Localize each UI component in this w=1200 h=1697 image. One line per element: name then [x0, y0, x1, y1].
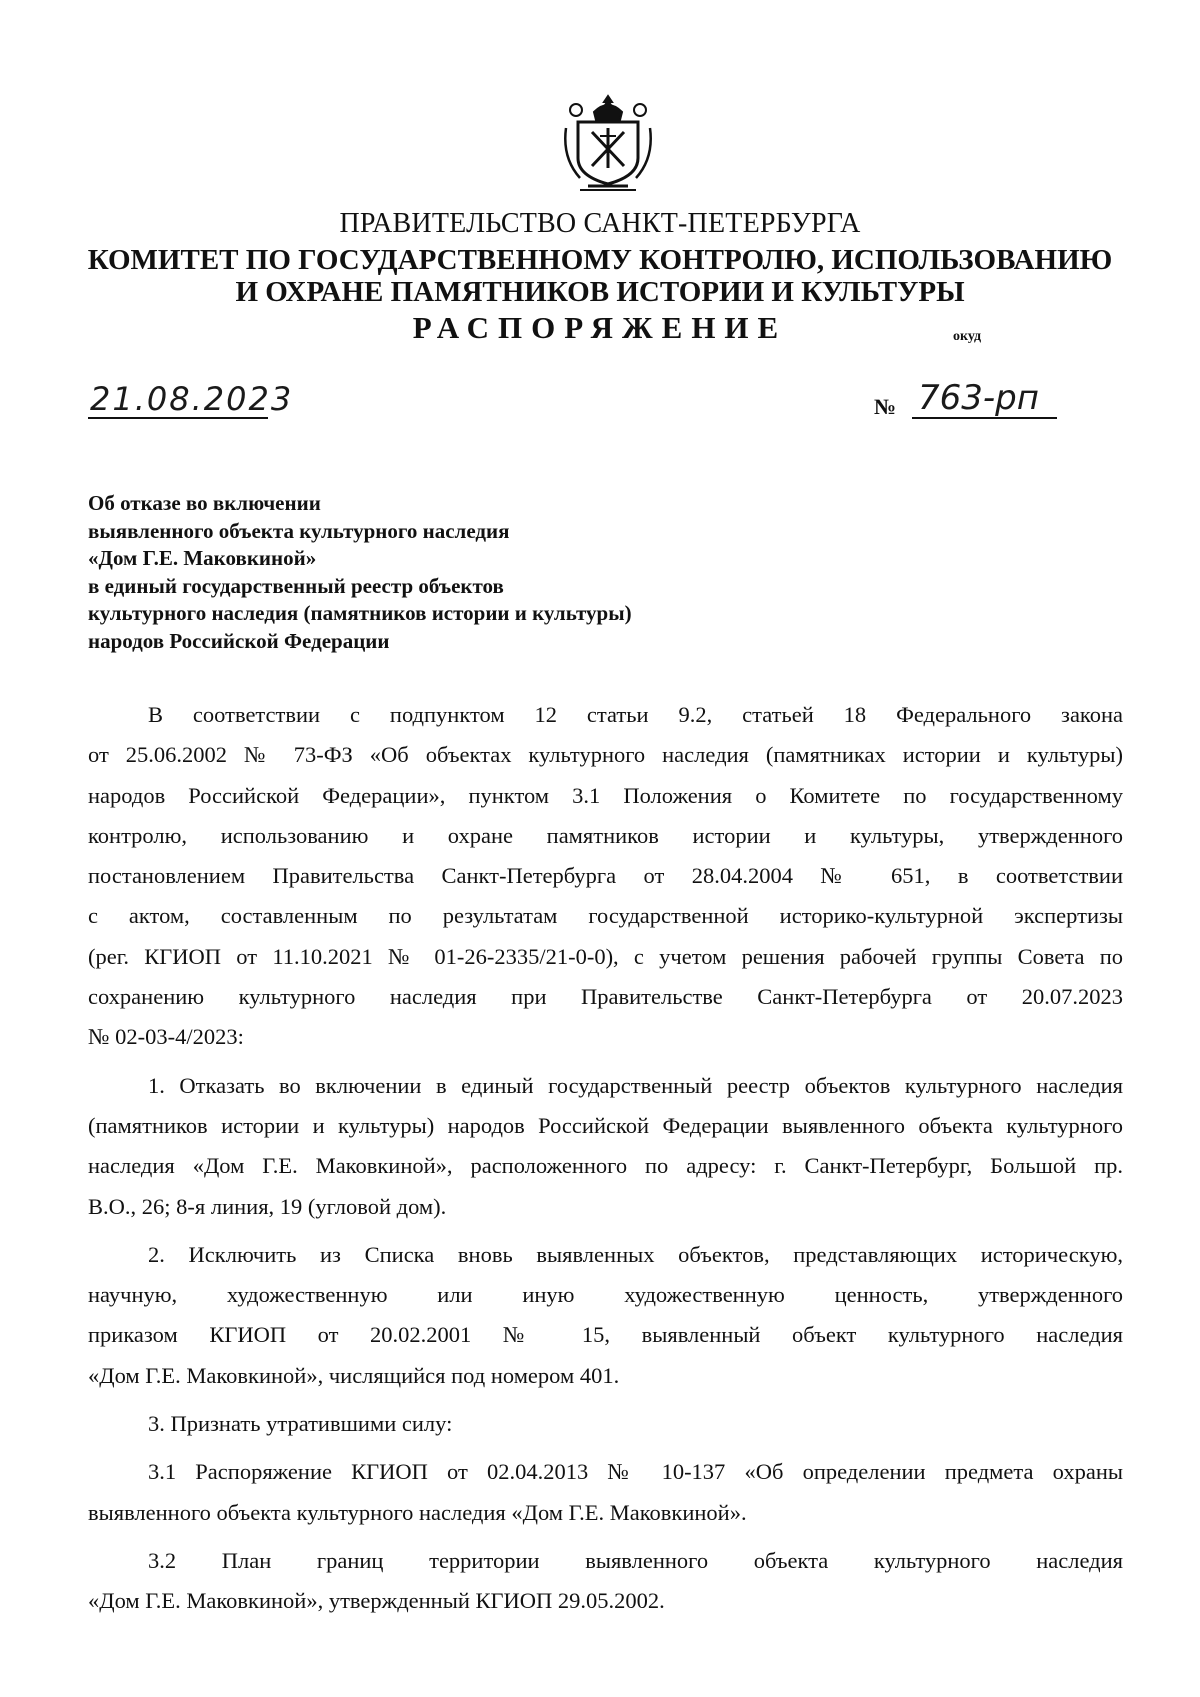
text-line: наследия «Дом Г.Е. Маковкиной», расположенного по адресу: г. Санкт-Петербург, Большой пр.	[88, 1153, 1123, 1179]
text-line: 2. Исключить из Списка вновь выявленных объектов, представляющих историческую,	[148, 1241, 1123, 1267]
text-line: 1. Отказать во включении в единый государственный реестр объектов культурного наследия	[148, 1072, 1123, 1098]
text-line: «Дом Г.Е. Маковкиной», утвержденный КГИОП 29.05.2002.	[88, 1588, 665, 1614]
preamble-paragraph	[88, 695, 1123, 1058]
number-underline	[912, 417, 1057, 419]
text-line: В.О., 26; 8-я линия, 19 (угловой дом).	[88, 1193, 447, 1219]
handwritten-date: 21.08.2023	[90, 380, 294, 418]
text-line: приказом КГИОП от 20.02.2001 № 15, выявленный объект культурного наследия	[88, 1322, 1123, 1348]
text-line: (рег. КГИОП от 11.10.2021 № 01-26-2335/21-0-0), с учетом решения рабочей группы Совета по	[88, 943, 1123, 969]
date-underline	[88, 417, 268, 419]
text-line: В соответствии с подпунктом 12 статьи 9.2, статьей 18 Федерального закона	[148, 702, 1123, 727]
text-line: 3.1 Распоряжение КГИОП от 02.04.2013 № 10-137 «Об определении предмета охраны	[148, 1459, 1123, 1485]
subject-heading	[88, 490, 808, 655]
text-line: от 25.06.2002 № 73-ФЗ «Об объектах культурного наследия (памятниках истории и культуры)	[88, 742, 1123, 768]
committee-name-line: И ОХРАНЕ ПАМЯТНИКОВ ИСТОРИИ И КУЛЬТУРЫ	[235, 276, 965, 308]
text-line: контролю, использованию и охране памятников истории и культуры, утвержденного	[88, 822, 1123, 848]
text-line: выявленного объекта культурного наследия «Дом Г.Е. Маковкиной».	[88, 1499, 747, 1525]
item-1-paragraph	[88, 1066, 1123, 1227]
government-name: ПРАВИТЕЛЬСТВО САНКТ-ПЕТЕРБУРГА	[339, 208, 861, 239]
subject-line: Об отказе во включении	[88, 491, 321, 515]
text-line: народов Российской Федерации», пунктом 3.1 Положения о Комитете по государственному	[88, 782, 1123, 808]
text-line: постановлением Правительства Санкт-Петербурга от 28.04.2004 № 651, в соответствии	[88, 863, 1123, 889]
committee-name	[0, 244, 1200, 308]
text-line: 3.2 План границ территории выявленного объекта культурного наследия	[148, 1547, 1123, 1573]
text-line: с актом, составленным по результатам государственной историко-культурной экспертизы	[88, 903, 1123, 929]
text-line: (памятников истории и культуры) народов Российской Федерации выявленного объекта культурного	[88, 1112, 1123, 1138]
handwritten-number: 763-рп	[918, 378, 1039, 418]
subject-line: выявленного объекта культурного наследия	[88, 518, 510, 543]
text-line: сохранению культурного наследия при Правительстве Санкт-Петербурга от 20.07.2023	[88, 984, 1123, 1010]
item-3-2-paragraph	[88, 1541, 1123, 1622]
subject-line: культурного наследия (памятников истории и культуры)	[88, 601, 632, 625]
committee-name-line: КОМИТЕТ ПО ГОСУДАРСТВЕННОМУ КОНТРОЛЮ, ИСПОЛЬЗОВАНИЮ	[87, 244, 1113, 276]
okud-label: окуд	[953, 329, 982, 344]
subject-line: народов Российской Федерации	[88, 628, 390, 653]
text-line: «Дом Г.Е. Маковкиной», числящийся под номером 401.	[88, 1362, 620, 1388]
subject-line: в единый государственный реестр объектов	[88, 573, 504, 598]
text-line: № 02-03-4/2023:	[88, 1024, 244, 1050]
number-sign: №	[874, 394, 897, 419]
coat-of-arms-icon	[558, 92, 658, 194]
item-2-paragraph	[88, 1235, 1123, 1396]
text-line: научную, художественную или иную художественную ценность, утвержденного	[88, 1282, 1123, 1308]
item-3-paragraph: 3. Признать утратившими силу:	[148, 1411, 453, 1437]
document-body	[88, 695, 1123, 1622]
document-type: РАСПОРЯЖЕНИЕ	[412, 310, 788, 345]
subject-line: «Дом Г.Е. Маковкиной»	[88, 546, 317, 570]
item-3-1-paragraph	[88, 1452, 1123, 1533]
